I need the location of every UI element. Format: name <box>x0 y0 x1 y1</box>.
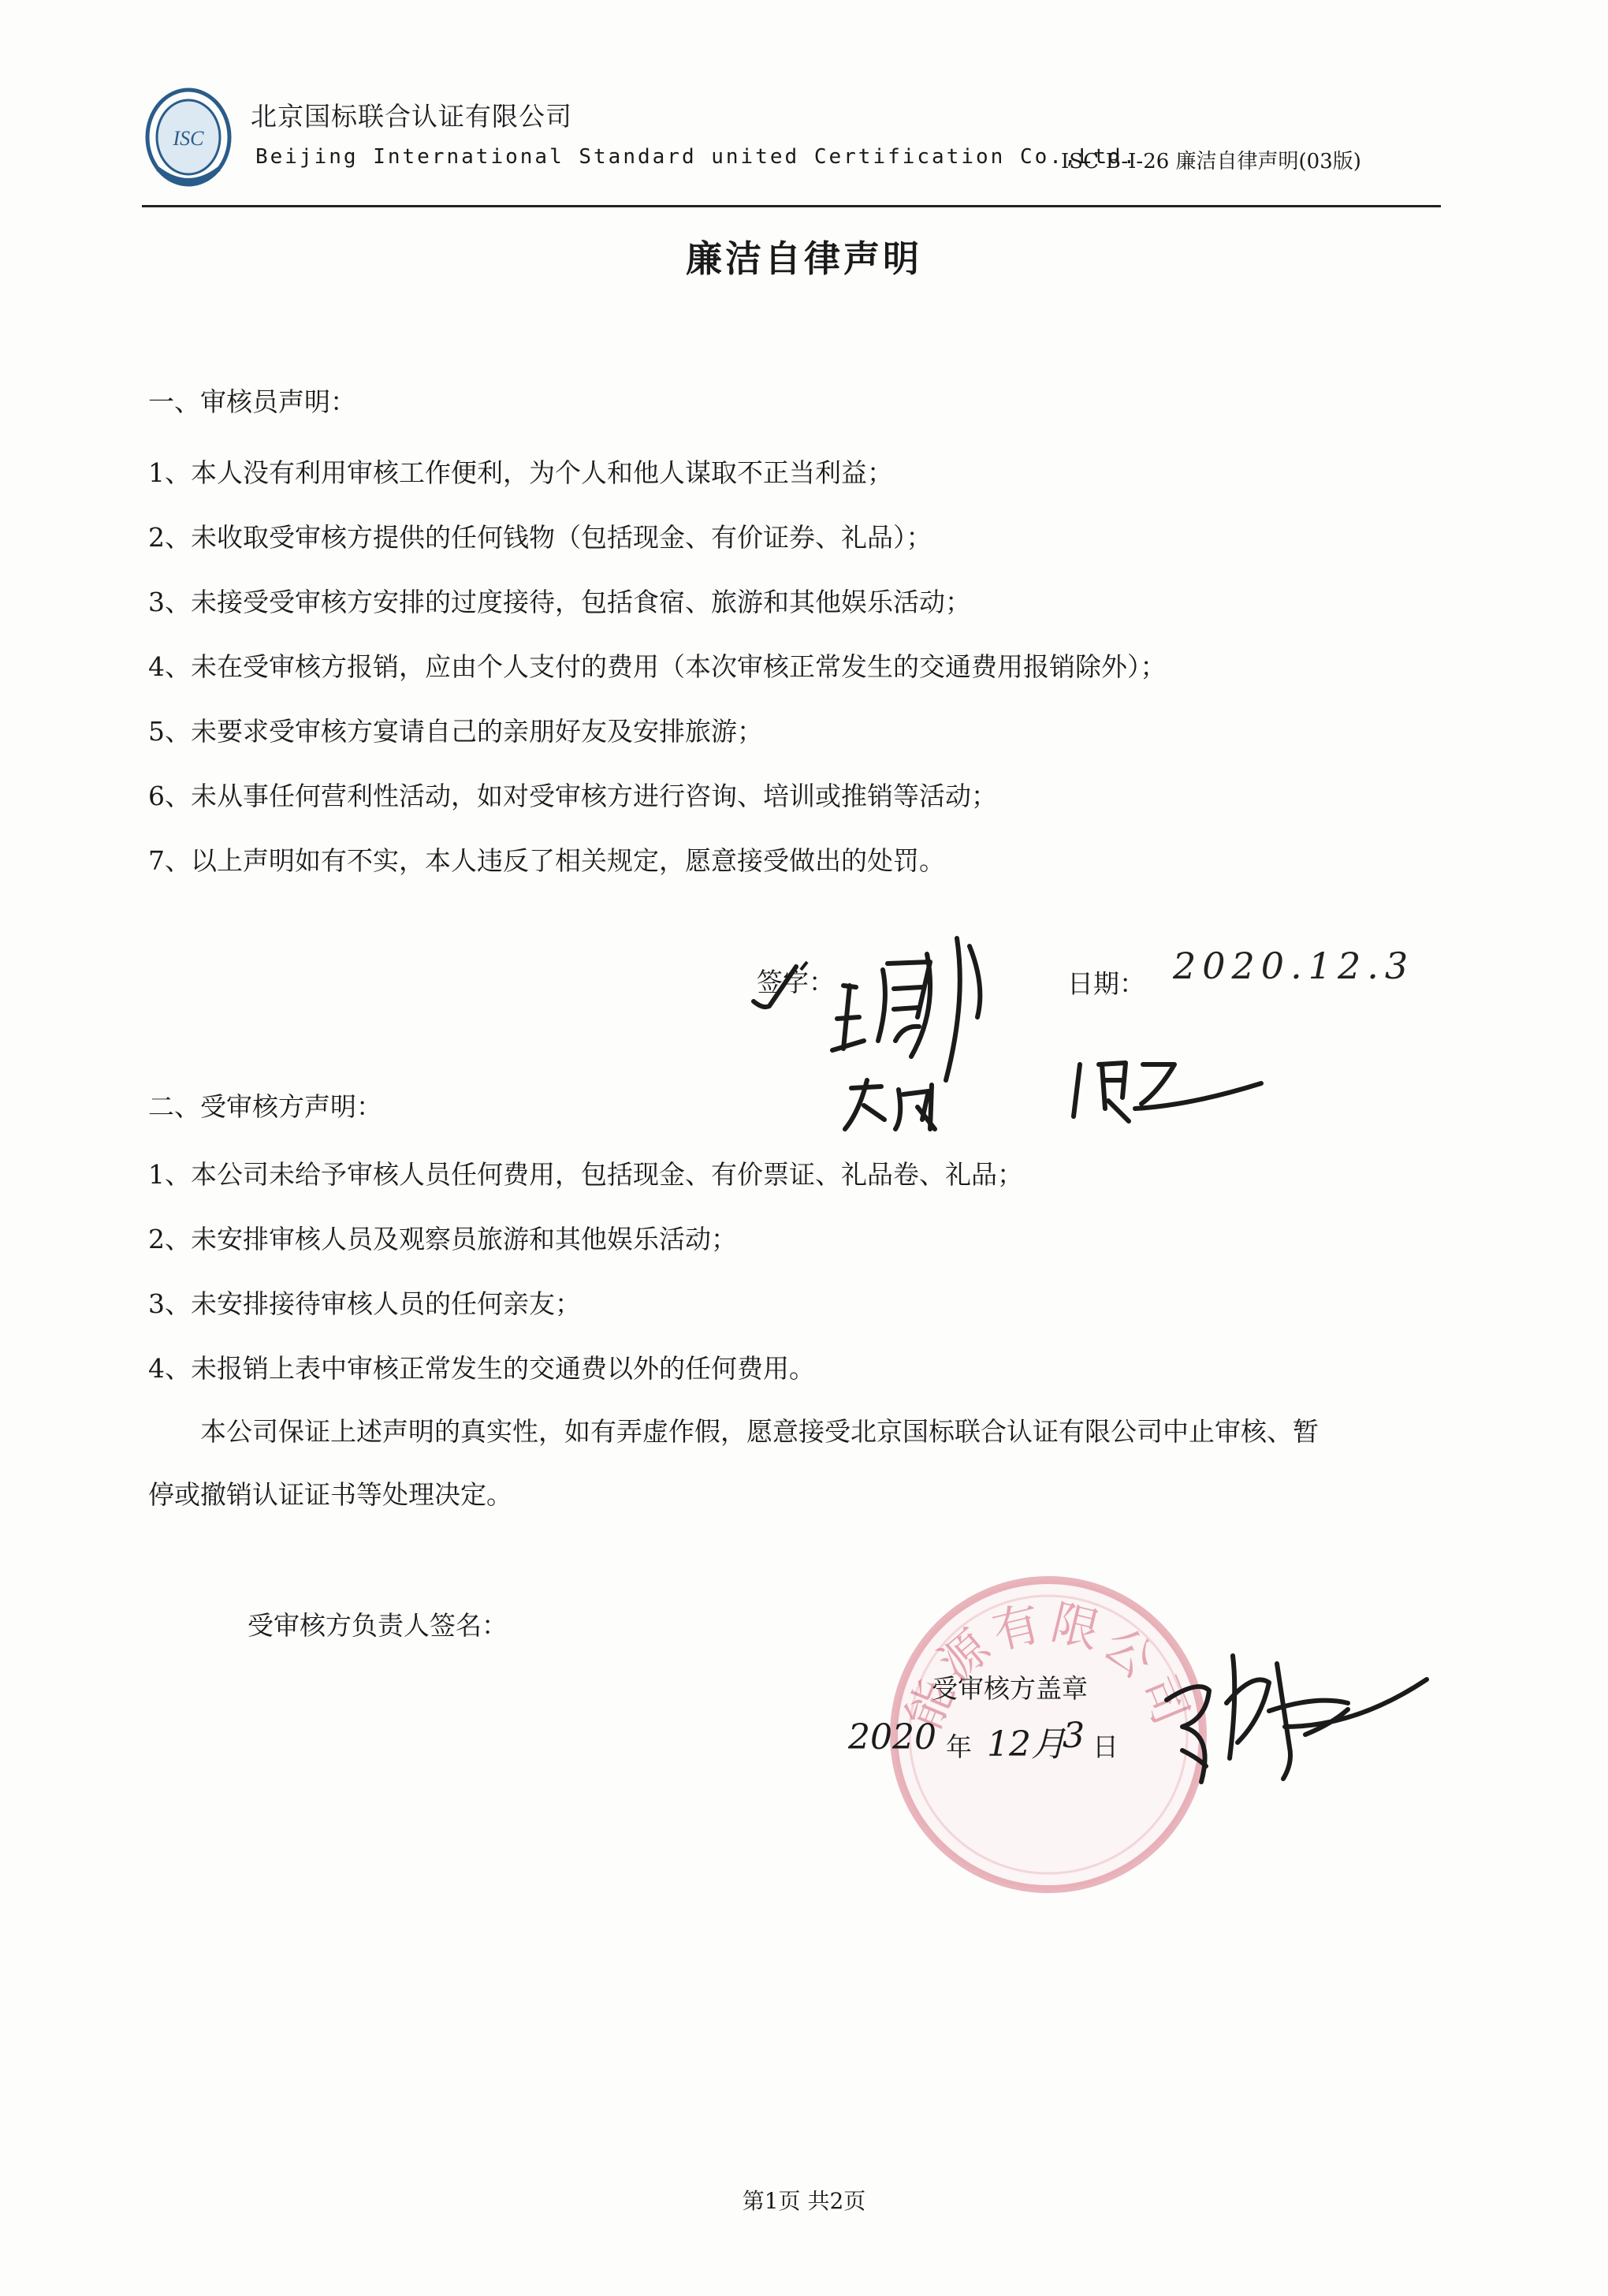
auditee-item: 3、未安排接待审核人员的任何亲友； <box>148 1288 581 1319</box>
logo-text: ISC <box>173 127 204 150</box>
company-name-en: Beijing International Standard united Certification Co.,Ltd. <box>255 145 1138 169</box>
auditor-date-handwritten: 2020.12.3 <box>1173 945 1415 987</box>
auditor-signatures <box>749 922 1301 1135</box>
document-code: ISC-B-I-26 廉洁自律声明(03版) <box>1061 150 1361 173</box>
auditee-item: 1、本公司未给予审核人员任何费用，包括现金、有价票证、礼品卷、礼品； <box>148 1159 1023 1190</box>
auditor-date-label: 日期： <box>1067 968 1145 999</box>
header-divider <box>142 205 1441 207</box>
auditor-item: 7、以上声明如有不实，本人违反了相关规定，愿意接受做出的处罚。 <box>148 845 945 876</box>
auditor-sign-label: 签字： <box>757 967 835 997</box>
auditee-date-day-label: 日 <box>1092 1731 1119 1762</box>
auditee-date-month: 12月 <box>987 1724 1066 1765</box>
seal-text: 能源有限公司 <box>896 1594 1200 1737</box>
guarantee-paragraph-line2: 停或撤销认证证书等处理决定。 <box>148 1479 512 1510</box>
auditor-item: 2、未收取受审核方提供的任何钱物（包括现金、有价证券、礼品）； <box>148 522 932 553</box>
document-title: 廉洁自律声明 <box>686 237 922 280</box>
auditor-item: 5、未要求受审核方宴请自己的亲朋好友及安排旅游； <box>148 716 763 747</box>
auditee-item: 2、未安排审核人员及观察员旅游和其他娱乐活动； <box>148 1224 737 1254</box>
auditee-date-year: 2020 <box>848 1717 936 1757</box>
auditee-sign-label: 受审核方负责人签名： <box>248 1610 508 1641</box>
auditee-date-year-label: 年 <box>946 1731 972 1762</box>
auditor-item: 1、本人没有利用审核工作便利，为个人和他人谋取不正当利益； <box>148 457 893 488</box>
auditor-item: 4、未在受审核方报销，应由个人支付的费用（本次审核正常发生的交通费用报销除外）； <box>148 651 1167 682</box>
seal-label: 受审核方盖章 <box>932 1673 1088 1704</box>
guarantee-paragraph-line1: 本公司保证上述声明的真实性，如有弄虚作假，愿意接受北京国标联合认证有限公司中止审核、暂 <box>200 1416 1319 1447</box>
auditor-section-heading: 一、审核员声明： <box>148 386 356 417</box>
auditee-signature <box>1151 1624 1450 1829</box>
company-logo <box>142 82 235 199</box>
auditor-item: 6、未从事任何营利性活动，如对受审核方进行咨询、培训或推销等活动； <box>148 781 997 811</box>
auditee-item: 4、未报销上表中审核正常发生的交通费以外的任何费用。 <box>148 1353 815 1384</box>
auditor-item: 3、未接受受审核方安排的过度接待，包括食宿、旅游和其他娱乐活动； <box>148 587 971 617</box>
page-footer: 第1页 共2页 <box>742 2188 866 2214</box>
auditee-section-heading: 二、受审核方声明： <box>148 1091 382 1122</box>
company-name-cn: 北京国标联合认证有限公司 <box>251 101 572 132</box>
auditee-date-day: 3 <box>1063 1716 1085 1756</box>
